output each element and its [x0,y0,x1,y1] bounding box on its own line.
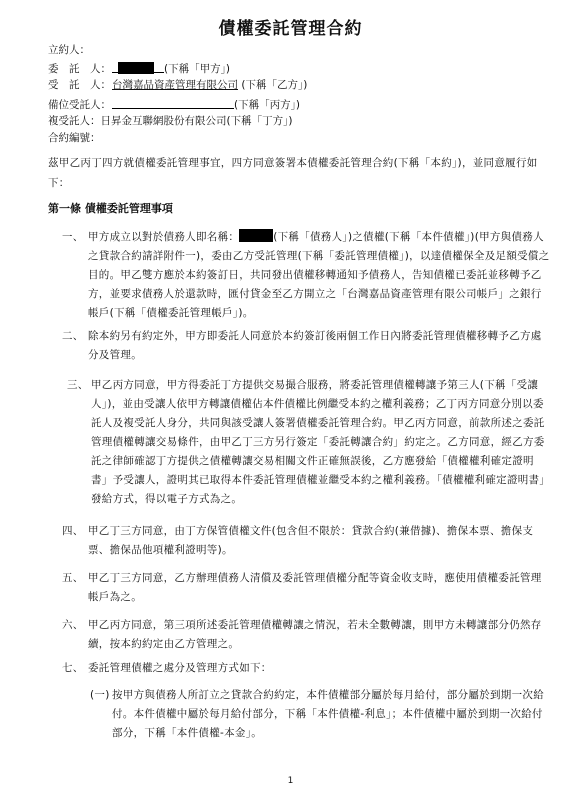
clause-number: 七、 [62,662,84,674]
trustee-name: 台灣嘉品資產管理有限公司 [112,79,238,91]
subtrustee-name: 日昇金互聯網股份有限公司(下稱「丁方」) [100,115,293,127]
backup-trustee-line [48,96,300,112]
clause-5 [62,569,550,607]
debtor-name-redaction [239,229,273,242]
clause-number: 一、 [62,231,84,243]
subclause-text: 按甲方與債務人所訂立之貸款合約約定，本件債權部分屬於每月給付，部分屬於到期一次給付。本件債權中屬於每月給付部分，下稱「本件債權-利息」；本件債權中屬於到期一次給付部分，下稱「本件債權-本金」。 [112,689,544,739]
clause-7 [62,659,550,678]
clause-text: 甲乙丙方同意，第三項所述委託管理債權轉讓之情況，若未全數轉讓，則甲方未轉讓部分仍然存續，按本約約定由乙方管理之。 [88,619,542,650]
clause-number: 三、 [67,379,89,391]
clause-number: 六、 [62,619,84,631]
signatory-line [48,43,90,57]
principal-line [48,60,230,76]
contract-number-label: 合約編號： [48,132,101,144]
trustee-label: 受 託 人： [48,79,111,91]
contract-number-line [48,131,101,145]
clause-2 [62,327,550,365]
subtrustee-label: 複受託人： [48,115,101,127]
clause-1 [62,228,550,323]
subclause-1 [90,686,550,743]
principal-name-redaction [118,62,154,74]
clause-text: 甲乙丁三方同意，由丁方保管債權文件(包含但不限於：貸款合約(兼借據)、擔保本票、擔保支票、擔保品他項權利證明等)。 [88,525,534,556]
clause-6 [62,616,550,654]
clause-number: 二、 [62,330,84,342]
preamble-paragraph: 茲甲乙丙丁四方就債權委託管理事宜，四方同意簽署本債權委託管理合約(下稱「本約」)，並同意履行如下： [48,157,538,189]
principal-label: 委 託 人： [48,63,111,75]
backup-name-blank [112,96,234,109]
page-number: 1 [287,776,294,786]
clause-1-text-pre: 甲方成立以對於債務人即名稱： [88,231,240,243]
principal-blank-right [154,60,164,73]
clause-3 [67,376,550,509]
backup-label: 備位受託人： [48,99,111,111]
clause-1-text-post: (下稱「債務人」)之債權(下稱「本件債權」)(甲方與債務人之貸款合約請詳附件一)，委由乙方受託管理(下稱「委託管理債權」)，以達債權保全及足額受償之目的。甲乙雙方應於本約簽訂日，共同發出債權移轉通知予債務人，告知債權已委託並移轉予乙方，並要求債務人於還款時，匯付貸金至乙方開立之「台灣嘉品資產管理有限公司帳戶」之銀行帳戶(下稱「債權委託管理帳戶」)。 [88,231,550,319]
backup-suffix: (下稱「丙方」) [234,99,300,111]
trustee-suffix: (下稱「乙方」) [241,79,308,91]
document-title: 債權委託管理合約 [218,19,363,39]
clause-text: 委託管理債權之處分及管理方式如下： [88,662,272,674]
clause-number: 五、 [62,572,84,584]
signatory-label: 立約人： [48,44,90,56]
clause-text: 甲乙丁三方同意，乙方辦理債務人清償及委託管理債權分配等資金收支時，應使用債權委託管理帳戶為之。 [88,572,542,603]
clause-text [62,228,550,323]
subclause-number: (一) [90,689,110,701]
principal-suffix: (下稱「甲方」) [164,63,230,75]
article-heading: 第一條 債權委託管理事項 [48,202,173,215]
clause-text: 甲乙丙方同意，甲方得委託丁方提供交易撮合服務，將委託管理債權轉讓予第三人(下稱「受讓人」)，並由受讓人依甲方轉讓債權佔本件債權比例繼受本約之權利義務；乙丁丙方同意分別以委託人及複受託人身分，共同與該受讓人簽署債權委託管理合約。甲乙丙方同意，前款所述之委託管理債權轉讓交易條件，由甲乙丁三方另行簽定「委託轉讓合約」約定之。乙方同意，經乙方委託之律師確認丁方提供之債權轉讓交易相關文件正確無誤後，乙方應發給「債權權利確定證明書」予受讓人，證明其已取得本件委託管理債權並繼受本約之權利義務。「債權權利確定證明書」發給方式，得以電子方式為之。 [91,379,545,505]
clause-text: 除本約另有約定外，甲方即委託人同意於本約簽訂後兩個工作日內將委託管理債權移轉予乙方處分及管理。 [88,330,542,361]
clause-4 [62,522,550,560]
subtrustee-line [48,114,292,128]
trustee-line [48,78,307,92]
clause-number: 四、 [62,525,84,537]
